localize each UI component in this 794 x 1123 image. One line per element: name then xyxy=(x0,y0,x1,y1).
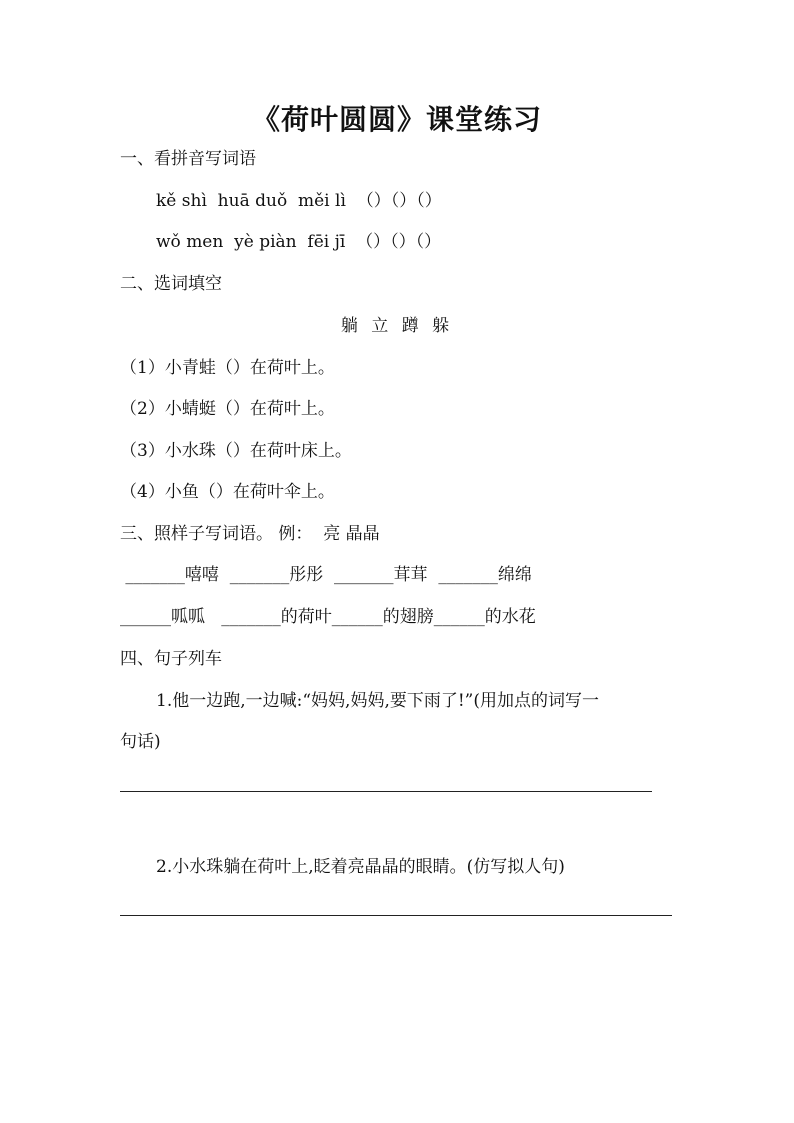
section-4-heading: 四、句子列车 xyxy=(120,649,222,669)
fill-item-4: （4）小鱼（）在荷叶伞上。 xyxy=(120,482,335,502)
fill-item-1: （1）小青蛙（）在荷叶上。 xyxy=(120,358,335,378)
answer-line-1 xyxy=(120,791,652,792)
fill-item-3: （3）小水珠（）在荷叶床上。 xyxy=(120,441,352,461)
page-title: 《荷叶圆圆》课堂练习 xyxy=(251,103,542,136)
answer-line-2 xyxy=(120,915,672,916)
sentence-question-1: 1.他一边跑,一边喊:“妈妈,妈妈,要下雨了!”(用加点的词写一 xyxy=(156,691,600,711)
pinyin-line-2: wǒ men yè piàn fēi jī （）（）（） xyxy=(156,232,442,252)
word-pattern-line-1: _______嘻嘻 _______彤彤 _______茸茸 _______绵绵 xyxy=(120,565,532,585)
sentence-question-2: 2.小水珠躺在荷叶上,眨着亮晶晶的眼睛。(仿写拟人句) xyxy=(156,857,565,877)
word-pattern-line-2: ______呱呱 _______的荷叶______的翅膀______的水花 xyxy=(120,607,536,627)
section-1-heading: 一、看拼音写词语 xyxy=(120,149,256,169)
sentence-question-1-continued: 句话) xyxy=(120,732,161,752)
section-3-heading: 三、照样子写词语。 例： 亮 晶晶 xyxy=(120,524,380,544)
pinyin-line-1: kě shì huā duǒ měi lì （）（）（） xyxy=(156,191,442,211)
fill-item-2: （2）小蜻蜓（）在荷叶上。 xyxy=(120,399,335,419)
word-bank: 躺 立 蹲 躲 xyxy=(340,316,454,336)
section-2-heading: 二、选词填空 xyxy=(120,274,222,294)
